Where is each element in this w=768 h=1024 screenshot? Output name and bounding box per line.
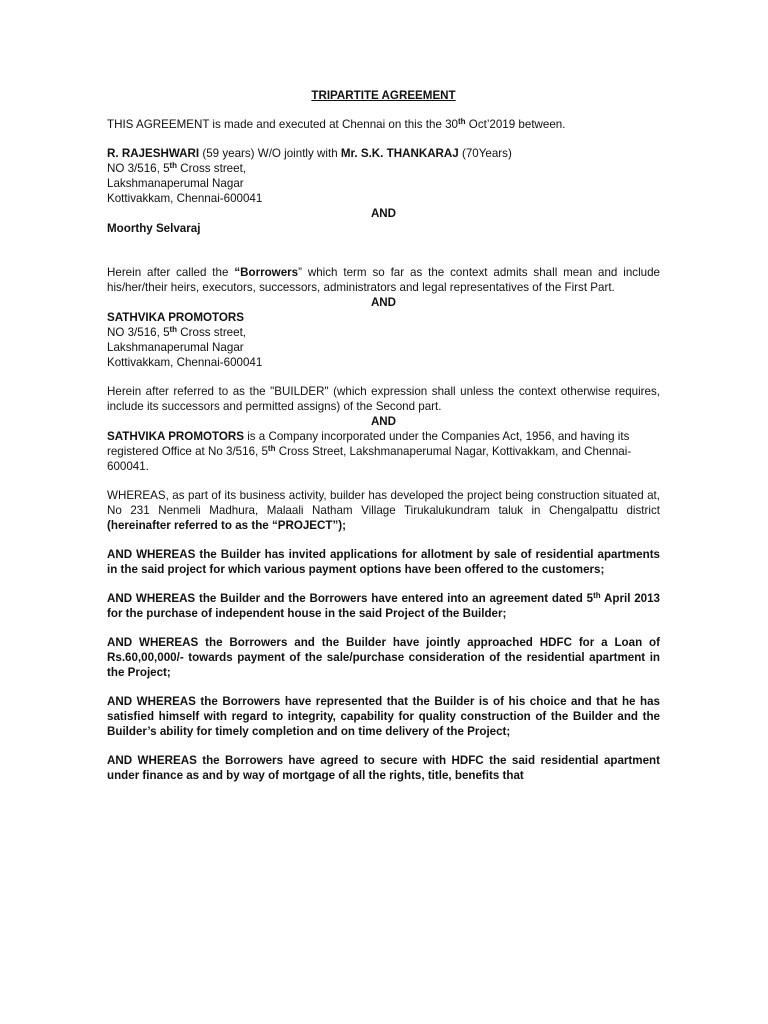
party-two-address-line3: Kottivakkam, Chennai-600041 — [107, 356, 263, 369]
whereas-paragraph-4: AND WHEREAS the Borrowers and the Builder have jointly approached HDFC for a Loan of Rs.60,00,000/- towards payment of the sale/purchase consideration of the residential apartment in the Project; — [107, 636, 660, 679]
party-one-names: R. RAJESHWARI (59 years) W/O jointly with Mr. S.K. THANKARAJ (70Years) — [107, 147, 512, 160]
party-two-name: SATHVIKA PROMOTORS — [107, 311, 244, 324]
party-two-address-line2: Lakshmanaperumal Nagar — [107, 341, 244, 354]
party-one-address-line1: NO 3/516, 5th Cross street, — [107, 161, 247, 175]
builder-clause: Herein after referred to as the "BUILDER" (which expression shall unless the context otherwise requires, include its successors and permitted assigns) of the Second part. — [107, 385, 660, 413]
document-title: TRIPARTITE AGREEMENT — [311, 89, 456, 102]
party-one-b-name: Moorthy Selvaraj — [107, 222, 201, 235]
whereas-paragraph-6: AND WHEREAS the Borrowers have agreed to secure with HDFC the said residential apartment under finance as and by way of mortgage of all the rights, title, benefits that — [107, 754, 660, 782]
and-separator: AND — [370, 296, 397, 309]
whereas-paragraph-5: AND WHEREAS the Borrowers have represented that the Builder is of his choice and that he has satisfied himself with regard to integrity, capability for quality construction of the Builder and the Builder’s ability for timely completion and on time delivery of the Project; — [107, 695, 660, 738]
intro-paragraph: THIS AGREEMENT is made and executed at Chennai on this the 30th Oct’2019 between. — [107, 117, 566, 131]
and-separator: AND — [370, 207, 397, 220]
whereas-paragraph-3: AND WHEREAS the Builder and the Borrowers have entered into an agreement dated 5th April 2013 for the purchase of independent house in the said Project of the Builder; — [107, 591, 660, 620]
party-one-block — [107, 146, 660, 236]
borrowers-clause: Herein after called the “Borrowers” which term so far as the context admits shall mean and include his/her/their heirs, executors, successors, administrators and legal representatives of the First Part. — [107, 266, 661, 294]
party-one-address-line3: Kottivakkam, Chennai-600041 — [107, 192, 263, 205]
whereas-paragraph-2: AND WHEREAS the Builder has invited applications for allotment by sale of residential apartments in the said project for which various payment options have been offered to the customers; — [107, 548, 660, 576]
party-two-block — [107, 310, 660, 370]
party-two-address-line1: NO 3/516, 5th Cross street, — [107, 325, 247, 339]
whereas-paragraph-1: WHEREAS, as part of its business activity, builder has developed the project being construction situated at, No 231 Nenmeli Madhura, Malaali Natham Village Tirukalukundram taluk in Chengalpattu district (hereinafter referred to as the “PROJECT”); — [107, 489, 660, 532]
company-clause: SATHVIKA PROMOTORS is a Company incorporated under the Companies Act, 1956, and having its registered Office at No 3/516, 5th Cross Street, Lakshmanaperumal Nagar, Kottivakkam, and Chennai-600041. — [107, 430, 632, 473]
party-one-address-line2: Lakshmanaperumal Nagar — [107, 177, 244, 190]
document-body — [107, 88, 660, 783]
and-separator: AND — [370, 415, 397, 428]
